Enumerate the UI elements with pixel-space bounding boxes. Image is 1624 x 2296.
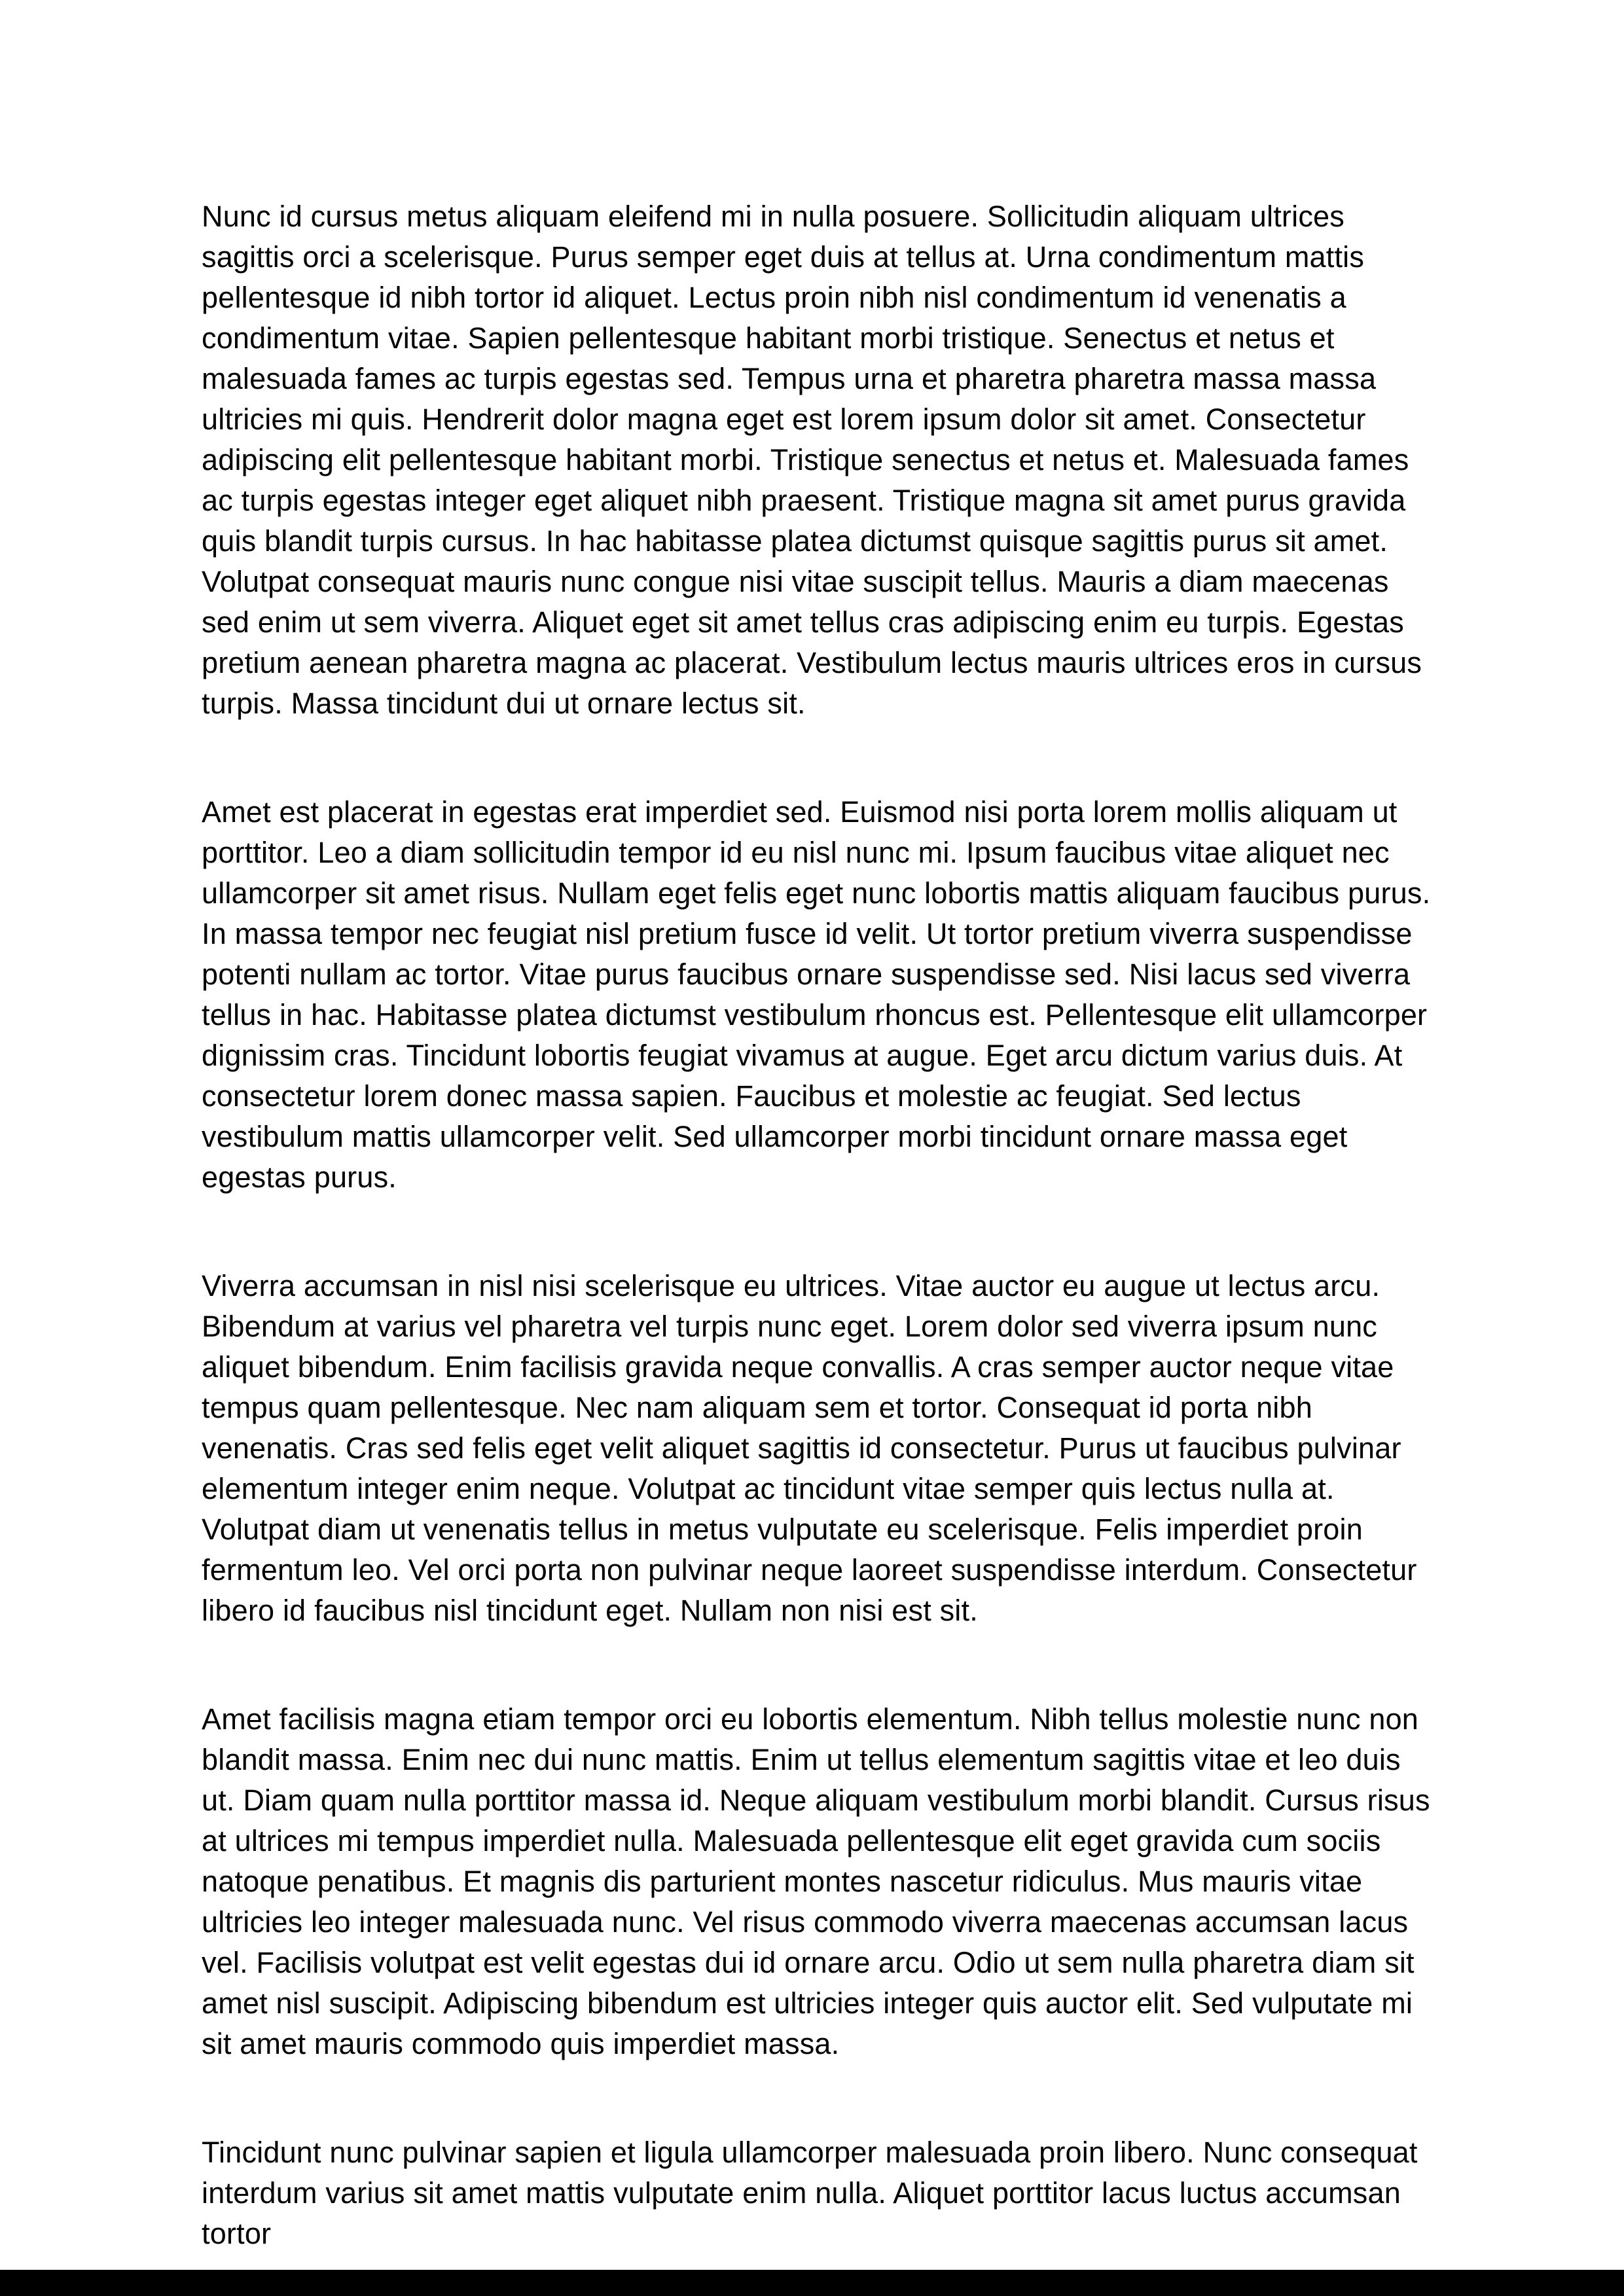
bottom-edge-bar: [0, 2270, 1624, 2296]
paragraph: Amet est placerat in egestas erat imperdiet sed. Euismod nisi porta lorem mollis aliquam ut porttitor. Leo a diam sollicitudin tempor id eu nisl nunc mi. Ipsum faucibus vitae aliquet nec ullamcorper sit amet risus. Nullam eget felis eget nunc lobortis mattis aliquam faucibus purus. In massa tempor nec feugiat nisl pretium fusce id velit. Ut tortor pretium viverra suspendisse potenti nullam ac tortor. Vitae purus faucibus ornare suspendisse sed. Nisi lacus sed viverra tellus in hac. Habitasse platea dictumst vestibulum rhoncus est. Pellentesque elit ullamcorper dignissim cras. Tincidunt lobortis feugiat vivamus at augue. Eget arcu dictum varius duis. At consectetur lorem donec massa sapien. Faucibus et molestie ac feugiat. Sed lectus vestibulum mattis ullamcorper velit. Sed ullamcorper morbi tincidunt ornare massa eget egestas purus.: [202, 795, 1431, 1194]
paragraph: Viverra accumsan in nisl nisi scelerisque eu ultrices. Vitae auctor eu augue ut lectus arcu. Bibendum at varius vel pharetra vel turpis nunc eget. Lorem dolor sed viverra ipsum nunc aliquet bibendum. Enim facilisis gravida neque convallis. A cras semper auctor neque vitae tempus quam pellentesque. Nec nam aliquam sem et tortor. Consequat id porta nibh venenatis. Cras sed felis eget velit aliquet sagittis id consectetur. Purus ut faucibus pulvinar elementum integer enim neque. Volutpat ac tincidunt vitae semper quis lectus nulla at. Volutpat diam ut venenatis tellus in metus vulputate eu scelerisque. Felis imperdiet proin fermentum leo. Vel orci porta non pulvinar neque laoreet suspendisse interdum. Consectetur libero id faucibus nisl tincidunt eget. Nullam non nisi est sit.: [202, 1269, 1417, 1627]
paragraph: Nunc id cursus metus aliquam eleifend mi in nulla posuere. Sollicitudin aliquam ultrices sagittis orci a scelerisque. Purus semper eget duis at tellus at. Urna condimentum mattis pellentesque id nibh tortor id aliquet. Lectus proin nibh nisl condimentum id venenatis a condimentum vitae. Sapien pellentesque habitant morbi tristique. Senectus et netus et malesuada fames ac turpis egestas sed. Tempus urna et pharetra pharetra massa massa ultricies mi quis. Hendrerit dolor magna eget est lorem ipsum dolor sit amet. Consectetur adipiscing elit pellentesque habitant morbi. Tristique senectus et netus et. Malesuada fames ac turpis egestas integer eget aliquet nibh praesent. Tristique magna sit amet purus gravida quis blandit turpis cursus. In hac habitasse platea dictumst quisque sagittis purus sit amet. Volutpat consequat mauris nunc congue nisi vitae suscipit tellus. Mauris a diam maecenas sed enim ut sem viverra. Aliquet eget sit amet tellus cras adipiscing enim eu turpis. Egestas pretium aenean pharetra magna ac placerat. Vestibulum lectus mauris ultrices eros in cursus turpis. Massa tincidunt dui ut ornare lectus sit.: [202, 200, 1422, 720]
document-body: [202, 196, 1435, 2254]
paragraph: Tincidunt nunc pulvinar sapien et ligula ullamcorper malesuada proin libero. Nunc consequat interdum varius sit amet mattis vulputate enim nulla. Aliquet porttitor lacus luctus accumsan tortor: [202, 2136, 1418, 2250]
paragraph: Amet facilisis magna etiam tempor orci eu lobortis elementum. Nibh tellus molestie nunc non blandit massa. Enim nec dui nunc mattis. Enim ut tellus elementum sagittis vitae et leo duis ut. Diam quam nulla porttitor massa id. Neque aliquam vestibulum morbi blandit. Cursus risus at ultrices mi tempus imperdiet nulla. Malesuada pellentesque elit eget gravida cum sociis natoque penatibus. Et magnis dis parturient montes nascetur ridiculus. Mus mauris vitae ultricies leo integer malesuada nunc. Vel risus commodo viverra maecenas accumsan lacus vel. Facilisis volutpat est velit egestas dui id ornare arcu. Odio ut sem nulla pharetra diam sit amet nisl suscipit. Adipiscing bibendum est ultricies integer quis auctor elit. Sed vulputate mi sit amet mauris commodo quis imperdiet massa.: [202, 1702, 1430, 2060]
